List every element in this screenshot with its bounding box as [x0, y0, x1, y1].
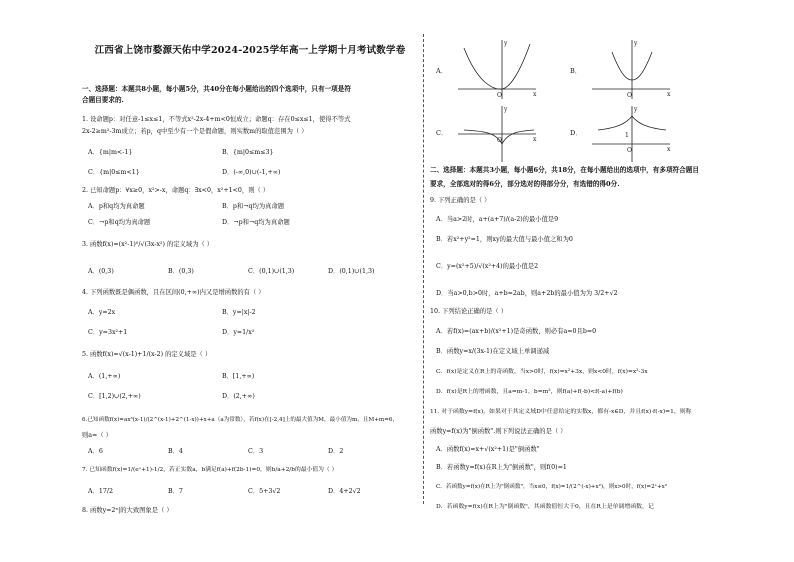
- q7-option-c: C．5+3√2: [248, 488, 281, 495]
- page-title: 江西省上饶市婺源天佑中学2024-2025学年高一上学期十月考试数学卷: [94, 45, 406, 56]
- graph-d-one: 1: [625, 132, 629, 139]
- q4-option-b: B．y=|x|-2: [222, 309, 256, 316]
- q11-option-c: C．若函数y=f(x)在R上为"倒函数"，当x≤0，f(x)=1/(2^(-x)+x²)，则x>0时，f(x)=2ˣ+x²: [436, 484, 668, 490]
- q1-option-b: B．{m|0≤m≤3}: [222, 149, 274, 156]
- q9-option-b: B．若x²+y²=1，则xy的最大值与最小值之和为0: [436, 236, 573, 243]
- q4-option-d: D．y=1/x²: [222, 329, 255, 336]
- graph-b-label: B．: [570, 67, 582, 75]
- q6-option-d: D．2: [328, 448, 344, 455]
- q5-option-d: D．(2,+∞): [222, 393, 255, 400]
- graph-c: [458, 104, 538, 164]
- q8-line1: 8. 函数y=2ˣ|的大致图象是（ ）: [82, 507, 173, 514]
- q2-option-c: C．¬p和q均为真命题: [88, 219, 151, 226]
- graph-c-label: C．: [436, 129, 448, 137]
- q11-option-a: A．函数f(x)=x+√(x²+1)是"倒函数": [436, 446, 540, 453]
- q11-line2: 函数y=f(x)为"倒函数".则下列说法正确的是（ ）: [430, 428, 567, 435]
- q1-line2: 2x-2≥m²-3m成立；若p，q中至少有一个是假命题，则实数m的取值范围为（ ）: [82, 128, 308, 135]
- graph-d-y-label: y: [634, 106, 638, 113]
- q2-line1: 2. 已知命题p：∀x≥0，x²>-x，命题q：∃x<0，x²+1<0，则（ ）: [82, 187, 270, 194]
- q5-option-a: A．(1,+∞): [88, 373, 121, 380]
- graph-d-curve-right: [632, 116, 666, 130]
- q3-option-c: C．(0,1)∪(1,3): [248, 268, 295, 275]
- q10-option-c: C．f(x)是定义在R上的奇函数，当x>0时，f(x)=x²+3x，则x<0时，f(x)=x²-3x: [436, 369, 648, 375]
- graph-d-origin: O: [627, 147, 632, 154]
- graph-b: [592, 38, 672, 100]
- graph-d-curve-left: [598, 116, 632, 130]
- graph-a-label: A．: [436, 67, 448, 75]
- graph-d-x-label: x: [667, 146, 671, 153]
- q9-line1: 9. 下列正确的是（ ）: [430, 197, 491, 204]
- q5-option-c: C．[1,2)∪(2,+∞): [88, 393, 141, 400]
- q9-option-c: C．y=(x²+5)/√(x²+4)的最小值是2: [436, 263, 539, 270]
- column-divider: [423, 34, 424, 504]
- graph-d-label: D．: [570, 129, 582, 137]
- q9-option-d: D．当a>0,b>0时，a+b=2ab，则a+2b的最小值为为 3/2+√2: [436, 290, 618, 297]
- graph-a-y-label: y: [504, 40, 508, 47]
- graph-c-x-label: x: [533, 136, 537, 143]
- q10-line1: 10. 下列结论正确的是（ ）: [430, 308, 507, 315]
- q11-option-d: D．若函数y=f(x)在R上为"倒函数"，其函数值恒大于0，且在R上是单调增函数，记: [436, 504, 654, 510]
- q6-option-a: A．6: [88, 448, 103, 455]
- section2-heading: 二、选择题：本题共3小题，每小题6分，共18分，在每小题给出的选项中，有多项符合题目: [430, 166, 699, 174]
- graph-a: [458, 38, 538, 100]
- graph-b-x-label: x: [667, 91, 671, 98]
- graph-a-curve: [464, 44, 530, 89]
- q3-option-b: B．(0,3): [168, 268, 194, 275]
- q4-option-c: C．y=3x²+1: [88, 329, 128, 336]
- q5-line1: 5. 函数f(x)=√(x-1)+1/(x-2) 的定义域是（ ）: [82, 351, 212, 358]
- graph-c-origin: O: [497, 137, 502, 144]
- q7-option-a: A．17/2: [88, 488, 113, 495]
- q3-option-a: A．(0,3): [88, 268, 114, 275]
- q6-line1: 6.已知函数f(x)=ax³(x-1)/(2^(x-1)+2^(1-x))+x+a（a为常数），若f(x)在[-2,4]上的最大值为M，最小值为m，且M+m=6，: [82, 417, 399, 423]
- graph-a-x-label: x: [533, 91, 537, 98]
- graph-c-y-label: y: [504, 106, 508, 113]
- graph-b-origin: O: [627, 92, 632, 99]
- q5-option-b: B．[1,+∞): [222, 373, 255, 380]
- q1-line1: 1. 设命题p：对任意-1≤x≤1，不等式x²-2x-4+m<0恒成立；命题q：存在0≤x≤1，使得不等式: [82, 116, 351, 123]
- q7-line1: 7. 已知函数f(x)=1/(eˣ+1)-1/2，若正实数a，b满足f(a)+f(2b-1)=0，则b/a+2/b的最小值为（ ）: [82, 467, 338, 473]
- q6-option-c: C．3: [248, 448, 264, 455]
- graph-c-curve-right: [502, 130, 534, 144]
- q1-option-d: D．(-∞,0)∪(-1,+∞): [222, 169, 281, 176]
- q10-option-a: A．若f(x)=(ax+b)/(x²+1)是奇函数，则必有a=0且b=0: [436, 328, 597, 335]
- section1-heading: 一、选择题：本题共8小题，每小题5分，共40分在每小题给出的四个选项中，只有一项是符: [82, 85, 351, 93]
- q6-option-b: B．4: [168, 448, 183, 455]
- q3-line1: 3. 函数f(x)=(x²-1)⁰/√(3x-x²) 的定义域为（ ）: [82, 241, 214, 248]
- q2-option-a: A．p和q均为真命题: [88, 203, 145, 210]
- q3-option-d: D．(0,1)∪(1,3): [328, 268, 375, 275]
- q9-option-a: A．当a>2时，a+(a+7)/(a-2)的最小值是9: [436, 216, 559, 223]
- q11-option-b: B．若函数y=f(x)在R上为"倒函数"，则f(0)=1: [436, 464, 567, 471]
- q2-option-b: B．p和¬q均为真命题: [222, 203, 285, 210]
- q6-line2: 则a=（ ）: [82, 432, 112, 439]
- q7-option-b: B．7: [168, 488, 183, 495]
- graph-b-y-label: y: [634, 40, 638, 47]
- q1-option-c: C．{m|0≤m<1}: [88, 169, 140, 176]
- q11-line1: 11. 对于函数y=f(x)，如果对于其定义域D中任意给定的实数x，都有-x∈D，并且f(x)·f(-x)=1，则称: [430, 409, 692, 415]
- section1-heading2: 合题目要求的.: [82, 96, 124, 104]
- graph-a-origin: O: [497, 92, 502, 99]
- q7-option-d: D．4+2√2: [328, 488, 361, 495]
- q10-option-d: D．f(x)是R上的增函数，且a=m-1，b=m²，则f(a)+f(-b)<f(-a)+f(b): [436, 389, 623, 395]
- q2-option-d: D．¬p和¬q均为真命题: [222, 219, 290, 226]
- q1-option-a: A．{m|m<-1}: [88, 149, 133, 156]
- section2-heading2: 要求，全部选对的得6分，部分选对的得部分分，有选错的得0分.: [430, 180, 620, 188]
- q4-line1: 4. 下列函数既是偶函数，且在区间(0,+∞)内又是增函数的有（ ）: [82, 289, 265, 296]
- graph-d: [592, 104, 672, 164]
- q4-option-a: A．y=2x: [88, 309, 116, 316]
- q10-option-b: B．函数y=x/(3x-1)在定义域上单调递减: [436, 348, 550, 355]
